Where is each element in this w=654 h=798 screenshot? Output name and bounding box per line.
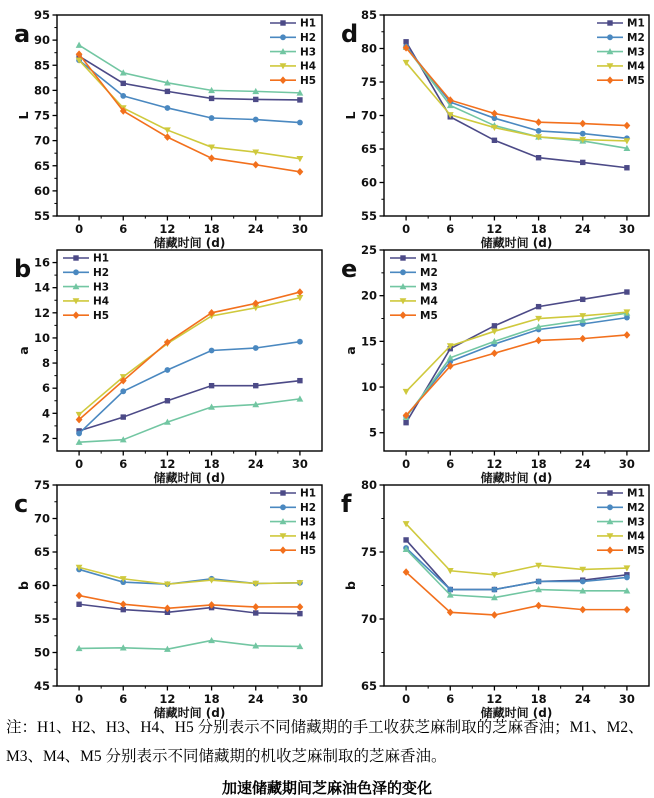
x-tick-label: 24 [574,222,591,236]
legend-item-H1 [270,18,316,30]
legend-label: M5 [627,544,645,557]
legend-item-H2 [63,267,109,279]
legend-item-M5 [597,545,645,557]
chart-panel-c [0,470,327,720]
series-markers-H1 [76,378,302,434]
x-axis-title: 储藏时间 (d) [153,471,226,485]
x-tick-label: 24 [247,457,264,471]
x-tick-label: 12 [159,457,176,471]
legend-item-M1 [597,488,645,500]
series-markers-H4 [76,295,304,418]
x-tick-label: 12 [159,222,176,236]
legend-label: M4 [627,530,645,543]
x-tick-label: 30 [291,457,308,471]
series-line-M3 [406,549,627,597]
legend-label: M2 [627,32,645,44]
legend [597,18,645,87]
series-markers-H4 [76,58,304,163]
legend-label: M1 [627,17,645,30]
y-tick-label: 8 [41,356,50,371]
series-markers-H4 [76,565,304,588]
series-line-H4 [79,567,300,584]
y-axis-title: L [343,111,358,120]
panel-letter: a [14,20,31,48]
legend-label: M2 [420,267,438,279]
legend [597,488,645,557]
legend-item-M4 [597,531,645,543]
series-markers-M3 [403,310,631,420]
x-tick-label: 24 [247,222,264,236]
legend-label: H3 [300,46,317,59]
y-tick-label: 14 [33,280,50,295]
legend-label: H3 [300,516,317,529]
y-tick-label: 15 [360,334,377,349]
plot-frame [57,15,322,216]
y-axis-title: a [343,346,358,355]
x-tick-label: 6 [119,692,128,706]
legend-item-H2 [270,502,316,514]
legend-label: M3 [420,281,438,294]
series-line-H4 [79,60,300,158]
x-tick-label: 30 [618,692,635,706]
x-tick-label: 30 [618,457,635,471]
y-axis-title: b [16,581,31,590]
y-tick-label: 65 [33,545,50,559]
panel-letter: d [341,20,359,48]
series-line-M1 [406,540,627,590]
legend-item-M3 [390,281,438,293]
series-markers-M3 [403,546,631,600]
plot-frame [57,485,322,686]
note-line-1: 注：H1、H2、H3、H4、H5 分别表示不同储藏期的手工收获芝麻制取的芝麻香油；M1、M2、 [6,719,644,736]
legend-item-H4 [63,296,109,308]
legend-item-H5 [270,75,316,87]
y-axis [361,243,384,440]
x-tick-label: 18 [203,457,220,471]
y-tick-label: 80 [33,83,50,98]
series-markers-H3 [76,42,304,96]
series-line-H3 [79,640,300,649]
x-tick-label: 0 [75,457,84,471]
y-tick-label: 70 [360,612,377,626]
y-tick-label: 75 [33,478,50,492]
legend-item-H3 [63,281,109,293]
y-tick-label: 55 [33,209,50,223]
y-tick-label: 2 [41,431,50,446]
chart-svg-b [0,235,327,485]
y-tick-label: 75 [360,545,377,559]
legend-label: M1 [420,252,438,265]
legend [270,18,316,87]
y-axis [34,8,57,223]
x-axis [75,451,308,471]
plot-frame [57,250,322,451]
series-markers-M2 [403,315,630,419]
x-tick-label: 12 [159,692,176,706]
legend-item-H5 [270,545,316,557]
series-line-M1 [406,42,627,168]
legend-item-H3 [270,46,316,58]
chart-svg-a [0,0,327,250]
legend-item-M2 [390,267,438,279]
y-tick-label: 85 [360,8,377,22]
legend-label: M3 [627,516,645,529]
chart-panel-a [0,0,327,250]
chart-panel-f [327,470,654,720]
legend-label: H4 [300,60,317,73]
x-axis [402,686,635,706]
chart-svg-d [327,0,654,250]
legend-label: H5 [93,309,110,322]
note-line-2: M3、M4、M5 分别表示不同储藏期的机收芝麻制取的芝麻香油。 [6,748,447,765]
legend-label: H4 [300,530,317,543]
series-line-H1 [79,56,300,100]
legend-label: H3 [93,281,110,294]
figure-title: 加速储藏期间芝麻油色泽的变化 [221,779,432,797]
y-tick-label: 85 [33,58,50,73]
series-line-M4 [406,524,627,575]
legend-item-H1 [270,488,316,500]
y-tick-label: 16 [33,255,50,270]
y-tick-label: 60 [33,578,50,593]
chart-svg-c [0,470,327,720]
legend-label: H2 [300,502,317,514]
legend-item-M5 [390,310,438,322]
legend-label: M4 [627,60,645,73]
x-tick-label: 30 [291,222,308,236]
y-tick-label: 70 [33,133,50,148]
plot-frame [384,15,649,216]
x-axis-title: 储藏时间 (d) [153,706,226,720]
legend-item-H3 [270,516,316,528]
panel-letter: b [14,255,32,283]
y-tick-label: 4 [41,406,50,421]
x-axis [402,451,635,471]
x-tick-label: 0 [402,692,411,706]
legend-item-M4 [597,61,645,73]
series-line-H5 [79,596,300,609]
legend-label: H2 [93,267,110,279]
legend-label: M3 [627,46,645,59]
y-tick-label: 6 [41,381,50,396]
legend-item-H5 [63,310,109,322]
legend-item-M5 [597,75,645,87]
legend-item-H4 [270,531,316,543]
legend-label: H1 [93,252,110,265]
x-tick-label: 18 [530,222,547,236]
x-tick-label: 30 [291,692,308,706]
panel-letter: c [14,490,29,518]
x-axis-title: 储藏时间 (d) [480,471,553,485]
legend-label: H5 [300,74,317,87]
legend-label: M1 [627,487,645,500]
legend-item-H2 [270,32,316,44]
legend-label: H1 [300,17,317,30]
x-tick-label: 0 [75,692,84,706]
y-tick-label: 12 [33,305,50,320]
legend-item-M1 [390,253,438,265]
x-tick-label: 0 [402,457,411,471]
x-tick-label: 24 [574,692,591,706]
series-line-H1 [79,381,300,431]
x-axis-title: 储藏时间 (d) [480,236,553,250]
y-tick-label: 45 [33,679,50,693]
legend-label: H4 [93,295,110,308]
x-axis [75,216,308,236]
y-tick-label: 55 [33,612,50,626]
x-tick-label: 18 [203,692,220,706]
y-tick-label: 75 [33,108,50,123]
plot-frame [384,250,649,451]
legend-label: M5 [627,74,645,87]
x-tick-label: 12 [486,222,503,236]
series-line-M5 [406,48,627,126]
y-tick-label: 10 [33,330,50,345]
y-axis-title: b [343,581,358,590]
x-tick-label: 6 [446,222,455,236]
y-tick-label: 65 [360,142,377,156]
legend-label: H5 [300,544,317,557]
y-axis [361,8,384,223]
x-axis [75,686,308,706]
y-axis [361,478,384,693]
x-tick-label: 6 [119,457,128,471]
x-tick-label: 6 [119,222,128,236]
series-markers-M2 [403,44,630,142]
x-tick-label: 6 [446,457,455,471]
legend-item-H1 [63,253,109,265]
x-tick-label: 12 [486,692,503,706]
legend [390,253,438,322]
y-tick-label: 80 [360,41,377,56]
legend-item-M1 [597,18,645,30]
legend-item-H4 [270,61,316,73]
y-tick-label: 50 [33,645,50,660]
y-tick-label: 70 [360,108,377,123]
y-tick-label: 80 [360,478,377,492]
legend-label: M5 [420,309,438,322]
x-tick-label: 6 [446,692,455,706]
y-tick-label: 75 [360,75,377,89]
legend-item-M3 [597,46,645,58]
y-tick-label: 55 [360,209,377,223]
y-tick-label: 20 [360,288,377,303]
series-line-H2 [79,342,300,434]
chart-svg-f [327,470,654,720]
series-line-H4 [79,295,300,415]
y-tick-label: 25 [360,243,377,257]
legend-label: H2 [300,32,317,44]
series-line-M3 [406,313,627,417]
x-tick-label: 18 [203,222,220,236]
series-line-H3 [79,45,300,93]
y-tick-label: 5 [368,425,377,440]
y-axis [34,478,57,693]
x-tick-label: 18 [530,692,547,706]
y-axis-title: a [16,346,31,355]
x-tick-label: 24 [247,692,264,706]
x-tick-label: 30 [618,222,635,236]
y-tick-label: 65 [360,679,377,693]
series-line-M4 [406,63,627,141]
y-tick-label: 65 [33,158,50,173]
y-axis [34,256,57,446]
panel-letter: f [341,490,352,518]
legend-item-M4 [390,296,438,308]
y-tick-label: 10 [360,380,377,395]
x-axis [402,216,635,236]
series-markers-H1 [76,602,302,617]
legend-label: H1 [300,487,317,500]
y-tick-label: 95 [33,8,50,22]
x-tick-label: 0 [402,222,411,236]
legend [63,253,109,322]
y-tick-label: 60 [360,175,377,190]
series-line-H5 [79,292,300,420]
series-markers-M1 [403,537,629,592]
legend-label: M2 [627,502,645,514]
panel-letter: e [341,255,358,283]
legend [270,488,316,557]
chart-svg-e [327,235,654,485]
legend-item-M2 [597,32,645,44]
series-line-M4 [406,309,627,391]
series-markers-M1 [403,39,629,170]
legend-item-M2 [597,502,645,514]
x-tick-label: 12 [486,457,503,471]
y-tick-label: 70 [33,511,50,526]
y-tick-label: 90 [33,33,50,48]
series-line-H1 [79,604,300,613]
x-axis-title: 储藏时间 (d) [480,706,553,720]
x-tick-label: 18 [530,457,547,471]
x-tick-label: 24 [574,457,591,471]
x-axis-title: 储藏时间 (d) [153,236,226,250]
x-tick-label: 0 [75,222,84,236]
y-axis-title: L [16,111,31,120]
legend-item-M3 [597,516,645,528]
y-tick-label: 60 [33,183,50,198]
legend-label: M4 [420,295,438,308]
